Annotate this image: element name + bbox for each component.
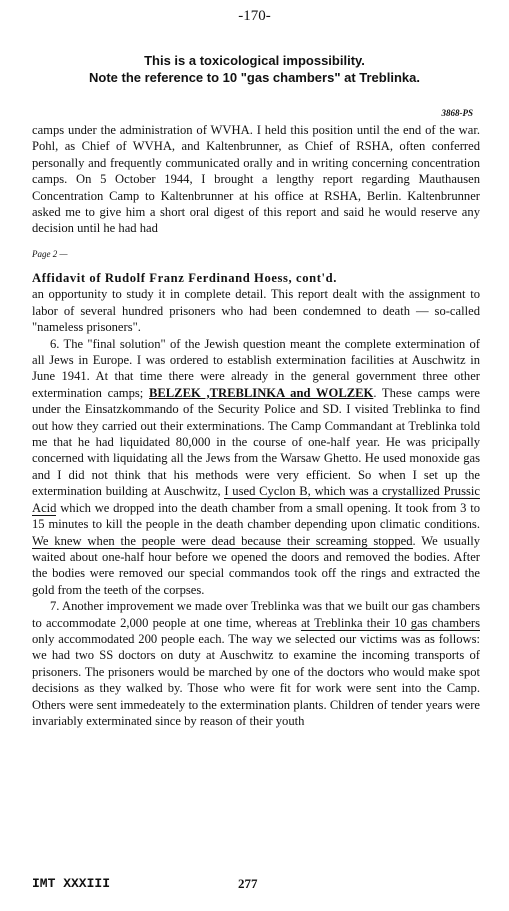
page-number: -170-: [238, 8, 271, 24]
page-marker-block: [32, 246, 480, 262]
p7-underline-treblinka: at Treblinka their 10 gas chambers: [301, 615, 480, 630]
p6-underline-screaming: We knew when the people were dead because their screaming stopped: [32, 533, 413, 548]
page-marker: Page 2 —: [32, 249, 68, 259]
document-id: 3868-PS: [441, 108, 473, 118]
paragraph-7: [32, 598, 480, 729]
editor-note: [0, 52, 509, 86]
editor-note-line-1: This is a toxicological impossibility.: [144, 53, 365, 68]
continuation-paragraph: an opportunity to study it in complete detail. This report dealt with the assignment to labor of several hundred prisoners who had been condemned to death — so-called "nameless prisoners".: [32, 287, 480, 335]
intro-text: camps under the administration of WVHA. I held this position until the end of the war. Pohl, as Chief of WVHA, and Kaltenbrunner, as Chief of RSHA, often conferred personally and frequently communicated orally and in writing concerning concentration camps. On 5 October 1944, I brought a lengthy report regarding Mauthausen Concentration Camp to Kaltenbrunner at his office at RSHA, Berlin. Kaltenbrunner asked me to give him a short oral digest of this report and said he would reserve any decision until he had had: [32, 123, 480, 236]
main-body: [32, 270, 480, 729]
p6-underline-cyclon: I used Cyclon B, which was a crystallized Prussic Acid: [32, 484, 480, 515]
p7-text-a: 7. Another improvement we made over Treblinka was that we built our gas chambers to accommodate 2,000 people at one time, whereas: [32, 599, 480, 630]
paragraph-6: [32, 336, 480, 599]
intro-paragraph: [32, 122, 480, 237]
editor-note-line-2: Note the reference to 10 "gas chambers" at Treblinka.: [89, 70, 420, 85]
p6-text-d: . We usually waited about one-half hour before we opened the doors and removed the bodies. After the bodies were removed our special commandos took off the rings and extracted the gold from the teeth of the corpses.: [32, 533, 480, 597]
p6-camps: BELZEK ,TREBLINKA and WOLZEK: [148, 385, 374, 400]
p6-text-c: which we dropped into the death chamber from a small opening. It took from 3 to 15 minutes to kill the people in the death chamber depending upon climatic conditions.: [32, 500, 480, 532]
p7-text-b: only accommodated 200 people each. The way we selected our victims was as follows: we had two SS doctors on duty at Auschwitz to examine the incoming transports of prisoners. The prisoners would be marched by one of the doctors who would make spot decisions as they walked by. Those who were fit for work were sent into the Camp. Others were sent immedeately to the extermination plants. Children of tender years were invariably exterminated since by reason of their youth: [32, 631, 480, 728]
footer-volume: IMT XXXIII: [32, 876, 111, 891]
affidavit-heading: Affidavit of Rudolf Franz Ferdinand Hoess, cont'd.: [32, 271, 337, 285]
footer-page-number: 277: [238, 876, 258, 891]
p6-text-b: . These camps were under the Einsatzkommando of the Security Police and SD. I visited Treblinka to find out how they carried out their exterminations. The Camp Commandant at Treblinka told me that he had liquidated 80,000 in the course of one-half year. He was pricipally concerned with liquidating all the Jews from the Warsaw Ghetto. He used monoxide gas and I did not think that his methods were very efficient. So when I set up the extermination building at Auschwitz,: [32, 385, 480, 499]
p6-text-a: 6. The "final solution" of the Jewish question meant the complete extermination of all Jews in Europe. I was ordered to establish extermination facilities at Auschwitz in June 1941. At that time there were already in the general government three other extermination camps;: [32, 336, 480, 400]
